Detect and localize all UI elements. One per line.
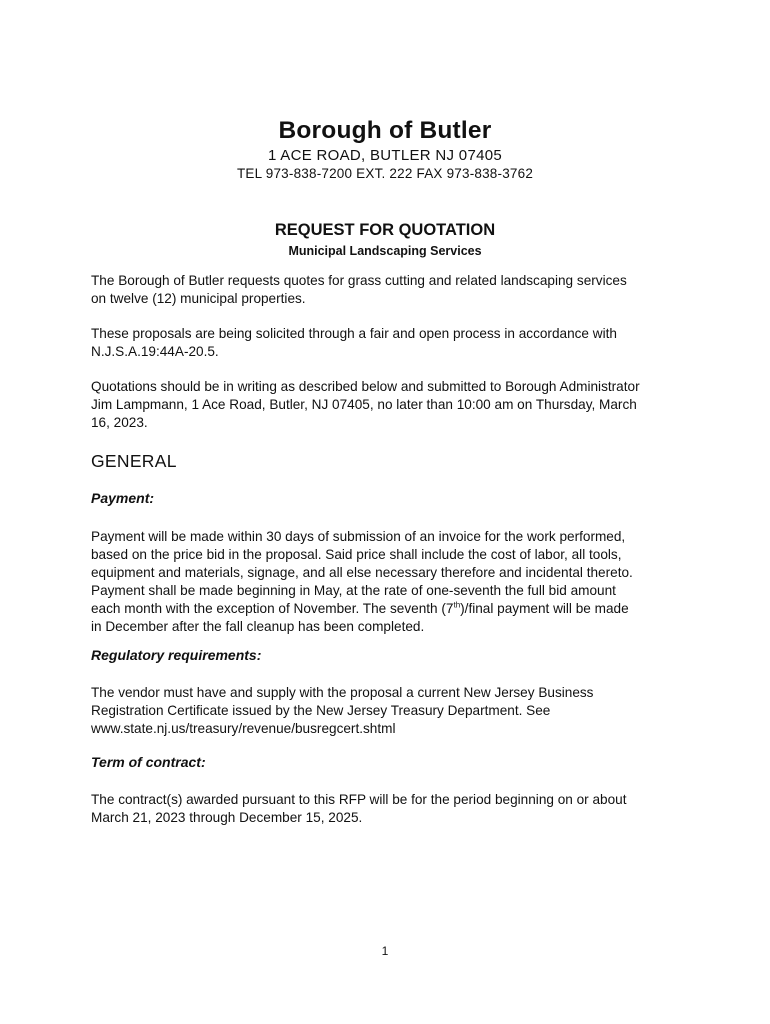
text-line: The contract(s) awarded pursuant to this RFP will be for the period beginning on or about	[91, 792, 627, 807]
organization-contact: TEL 973-838-7200 EXT. 222 FAX 973-838-3762	[236, 166, 534, 181]
organization-name: Borough of Butler	[278, 117, 492, 144]
text-line	[91, 600, 691, 618]
text-line: Jim Lampmann, 1 Ace Road, Butler, NJ 07405, no later than 10:00 am on Thursday, March	[91, 397, 637, 412]
text-line: on twelve (12) municipal properties.	[91, 291, 306, 306]
document-title: REQUEST FOR QUOTATION	[274, 221, 496, 239]
superscript: th	[453, 600, 461, 610]
text-line: 16, 2023.	[91, 415, 148, 430]
text-line: These proposals are being solicited through a fair and open process in accordance with	[91, 326, 617, 341]
text-line: Quotations should be in writing as described below and submitted to Borough Administrator	[91, 379, 640, 394]
text-line: based on the price bid in the proposal. Said price shall include the cost of labor, all tools,	[91, 547, 622, 562]
text-segment: each month with the exception of November. The seventh (7	[91, 601, 454, 616]
text-segment: )/final payment will be made	[460, 601, 629, 616]
text-line: Payment will be made within 30 days of submission of an invoice for the work performed,	[91, 529, 626, 544]
organization-address: 1 ACE ROAD, BUTLER NJ 07405	[267, 147, 503, 164]
subheading-term: Term of contract:	[91, 754, 206, 770]
text-line: The vendor must have and supply with the proposal a current New Jersey Business	[91, 685, 594, 700]
subheading-regulatory: Regulatory requirements:	[91, 647, 262, 663]
payment-paragraph	[91, 528, 691, 636]
text-line: Registration Certificate issued by the New Jersey Treasury Department. See	[91, 703, 551, 718]
intro-paragraph-process	[91, 325, 691, 361]
intro-paragraph-scope	[91, 272, 691, 308]
text-line: N.J.S.A.19:44A-20.5.	[91, 344, 219, 359]
section-heading-general: GENERAL	[91, 451, 177, 471]
text-line: Payment shall be made beginning in May, at the rate of one-seventh the full bid amount	[91, 583, 616, 598]
text-line: March 21, 2023 through December 15, 2025.	[91, 810, 363, 825]
subheading-payment: Payment:	[91, 490, 155, 506]
intro-paragraph-submission	[91, 378, 691, 432]
text-line: in December after the fall cleanup has been completed.	[91, 619, 425, 634]
text-line: equipment and materials, signage, and all else necessary therefore and incidental thereto.	[91, 565, 633, 580]
regulatory-paragraph	[91, 684, 691, 738]
registration-url: www.state.nj.us/treasury/revenue/busregcert.shtml	[91, 721, 396, 736]
text-line: The Borough of Butler requests quotes for grass cutting and related landscaping services	[91, 273, 627, 288]
term-paragraph	[91, 791, 691, 827]
page-number: 1	[381, 944, 389, 958]
document-subtitle: Municipal Landscaping Services	[288, 244, 482, 258]
